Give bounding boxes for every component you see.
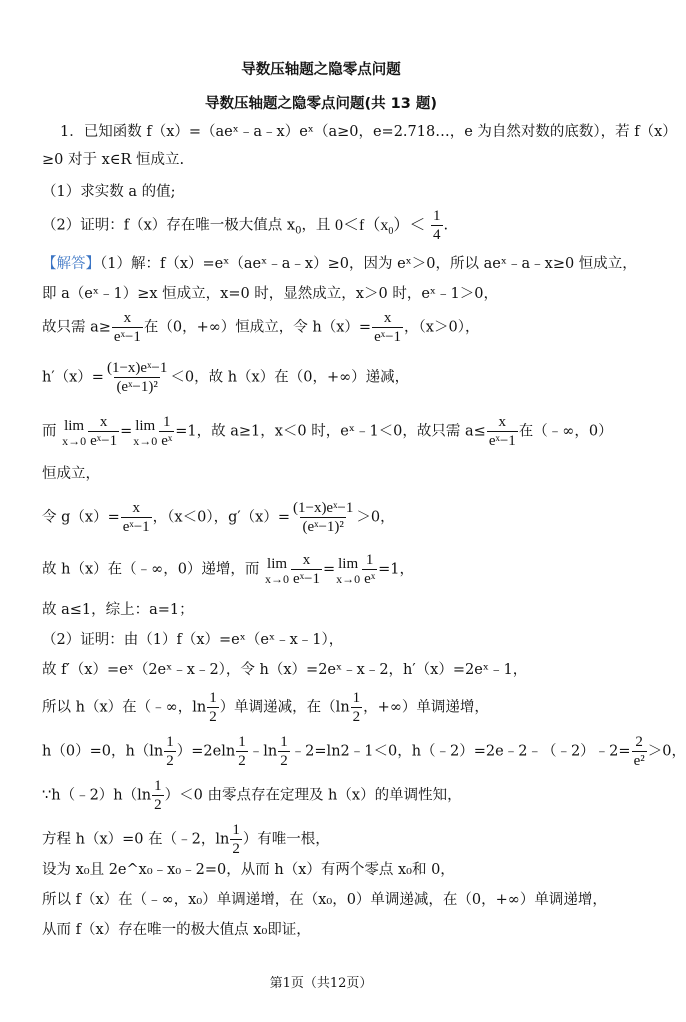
solution-line-1: 【解答】（1）解：f（x）=eˣ（aeˣ﹣a﹣x）≥0，因为 eˣ＞0，所以 aeˣ﹣a﹣x≥0 恒成立，: [42, 256, 637, 272]
solution-line-3: 故只需 a≥ $\frac{x}{\text{eˣ−1}}$ 在（0，+∞）恒成立，令 h（x）= $\frac{x}{\text{eˣ−1}}$ ，（x＞0），: [42, 310, 480, 345]
solution-line-17: 所以 f（x）在（﹣∞，x₀）单调递增，在（x₀，0）单调递减，在（0，+∞）单调递增，: [42, 892, 607, 908]
solution-line-2: 即 a（eˣ﹣1）≥x 恒成立，x=0 时，显然成立，x＞0 时，eˣ﹣1＞0，: [42, 286, 498, 302]
solution-line-6: 恒成立，: [42, 466, 100, 482]
solution-line-9: 故 a≤1，综上：a=1；: [42, 602, 194, 618]
question-2: （2）证明：f（x）存在唯一极大值点 $x_0$，且 $0<f(x_0)<$ $\frac{1}{4}$ .: [42, 208, 449, 243]
problem-line-2: ≥0 对于 x∈R 恒成立.: [42, 152, 185, 168]
solution-line-5: 而 lim x→0 $\frac{x}{\text{eˣ−1}}$ = lim x→0 $\frac{1}{\text{eˣ}}$ =1，故 a≥1，x＜0 时，eˣ﹣1＜0，故只需 a≤ $\frac{x}{\text{eˣ−1}}$ 在（﹣∞，0）: [42, 414, 613, 449]
solution-line-16: 设为 x₀且 2e^x₀﹣x₀﹣2=0，从而 h（x）有两个零点 x₀和 0，: [42, 862, 455, 878]
solution-line-7: 令 g（x）= $\frac{x}{\text{eˣ−1}}$ ，（x＜0），g′（x）= $\frac{\text{(1−x)eˣ−1}}{\text{(eˣ−1)²}}$ ＞0，: [42, 500, 395, 535]
solution-line-8: 故 h（x）在（﹣∞，0）递增，而 lim x→0 $\frac{x}{\text{eˣ−1}}$ = lim x→0 $\frac{1}{\text{eˣ}}$ =1，: [42, 552, 415, 587]
solution-line-18: 从而 f（x）存在唯一的极大值点 x₀即证，: [42, 922, 311, 938]
solution-line-15: 方程 h（x）=0 在（﹣2，ln $\frac{1}{2}$ ）有唯一根，: [42, 822, 330, 857]
solution-line-10: （2）证明：由（1）f（x）=eˣ（eˣ﹣x﹣1），: [42, 632, 344, 648]
solution-line-4: h′（x）= $\frac{\text{(1−x)eˣ−1}}{\text{(eˣ−1)²}}$ ＜0，故 h（x）在（0，+∞）递减，: [42, 360, 410, 395]
solution-line-13: h（0）=0，h（ln $\frac{1}{2}$ ）=2eln $\frac{1}{2}$ ﹣ln $\frac{1}{2}$ ﹣2=ln2﹣1＜0，h（﹣2）=2e﹣2﹣（﹣2）﹣2= $\frac{2}{\text{e²}}$ ＞0，: [42, 734, 686, 769]
solution-line-12: 所以 h（x）在（﹣∞，ln $\frac{1}{2}$ ）单调递减，在（ln $\frac{1}{2}$ ，+∞）单调递增，: [42, 690, 489, 725]
answer-tag: 【解答】: [42, 256, 100, 272]
solution-line-11: 故 f′（x）=eˣ（2eˣ﹣x﹣2），令 h（x）=2eˣ﹣x﹣2，h′（x）=2eˣ﹣1，: [42, 662, 528, 678]
solution-line-14: ∵h（﹣2）h（ln $\frac{1}{2}$ ）＜0 由零点存在定理及 h（x）的单调性知，: [42, 778, 462, 813]
section-title: 导数压轴题之隐零点问题(共 13 题): [204, 96, 438, 112]
question-1: （1）求实数 a 的值;: [42, 184, 176, 200]
page-title: 导数压轴题之隐零点问题: [241, 62, 401, 78]
problem-line-1: 1．已知函数 f（x）=（aeˣ﹣a﹣x）eˣ（a≥0，e=2.718…，e 为自然对数的底数），若 f（x）: [60, 124, 677, 140]
page-footer: 第1页（共12页）: [269, 976, 373, 991]
